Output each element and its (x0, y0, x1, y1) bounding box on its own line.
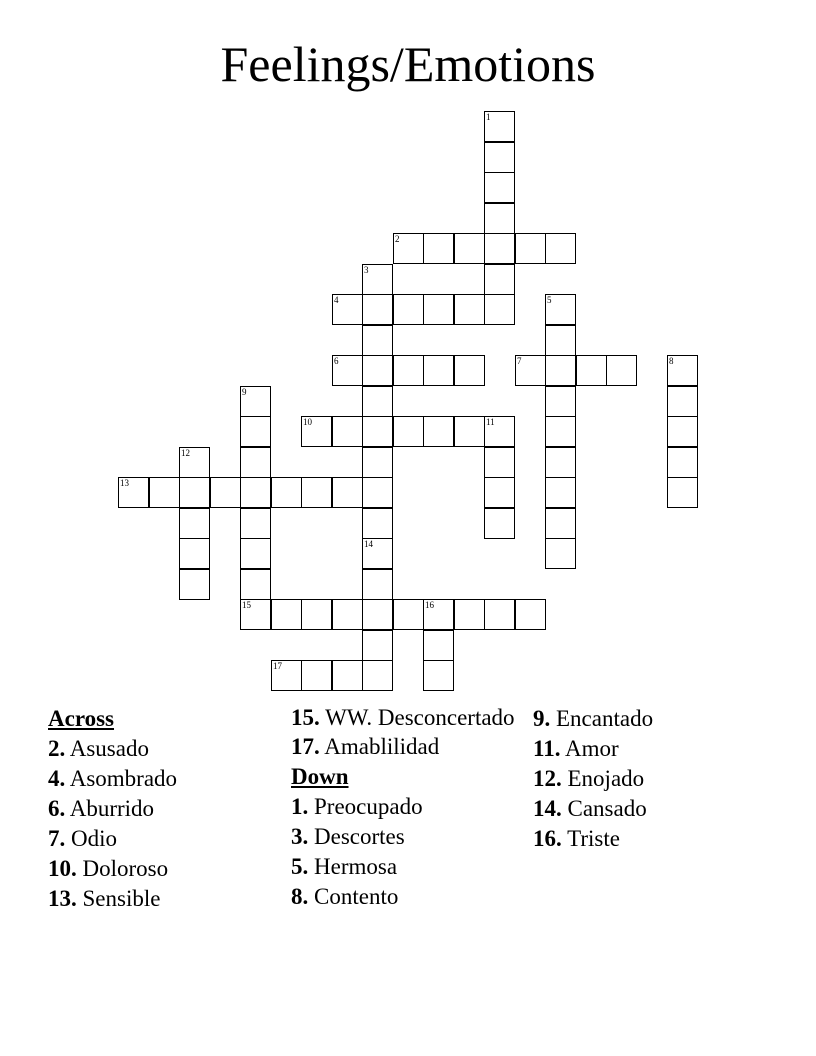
grid-cell[interactable] (484, 142, 515, 173)
grid-cell[interactable] (210, 477, 241, 508)
cell-number: 17 (273, 661, 282, 671)
grid-cell[interactable] (301, 416, 332, 447)
grid-cell[interactable] (362, 264, 393, 295)
cell-number: 1 (486, 112, 491, 122)
grid-cell[interactable] (149, 477, 180, 508)
grid-cell[interactable] (484, 416, 515, 447)
cell-number: 5 (547, 295, 552, 305)
grid-cell[interactable] (667, 447, 698, 478)
grid-cell[interactable] (454, 355, 485, 386)
grid-cell[interactable] (179, 508, 210, 539)
grid-cell[interactable] (484, 508, 515, 539)
clue-across-13: 13. Sensible (48, 886, 161, 911)
grid-cell[interactable] (423, 660, 454, 691)
grid-cell[interactable] (667, 386, 698, 417)
grid-cell[interactable] (454, 416, 485, 447)
grid-cell[interactable] (484, 294, 515, 325)
grid-cell[interactable] (362, 569, 393, 600)
grid-cell[interactable] (332, 477, 363, 508)
grid-cell[interactable] (240, 416, 271, 447)
grid-cell[interactable] (515, 355, 546, 386)
grid-cell[interactable] (332, 660, 363, 691)
grid-cell[interactable] (484, 264, 515, 295)
cell-number: 10 (303, 417, 312, 427)
grid-cell[interactable] (362, 386, 393, 417)
grid-cell[interactable] (484, 477, 515, 508)
cell-number: 12 (181, 448, 190, 458)
grid-cell[interactable] (179, 447, 210, 478)
grid-cell[interactable] (667, 477, 698, 508)
grid-cell[interactable] (362, 630, 393, 661)
grid-cell[interactable] (515, 233, 546, 264)
grid-cell[interactable] (271, 477, 302, 508)
grid-cell[interactable] (179, 538, 210, 569)
grid-cell[interactable] (545, 355, 576, 386)
grid-cell[interactable] (332, 416, 363, 447)
grid-cell[interactable] (332, 294, 363, 325)
grid-cell[interactable] (332, 599, 363, 630)
grid-cell[interactable] (545, 233, 576, 264)
clue-across-7: 7. Odio (48, 826, 117, 851)
grid-cell[interactable] (545, 538, 576, 569)
grid-cell[interactable] (484, 233, 515, 264)
grid-cell[interactable] (576, 355, 607, 386)
grid-cell[interactable] (545, 477, 576, 508)
grid-cell[interactable] (393, 294, 424, 325)
grid-cell[interactable] (545, 447, 576, 478)
grid-cell[interactable] (301, 477, 332, 508)
clue-down-11: 11. Amor (533, 736, 619, 761)
grid-cell[interactable] (393, 599, 424, 630)
grid-cell[interactable] (454, 294, 485, 325)
clues-column-2 (291, 704, 521, 912)
grid-cell[interactable] (362, 325, 393, 356)
cell-number: 15 (242, 600, 251, 610)
clue-across-17: 17. Amablilidad (291, 734, 440, 759)
grid-cell[interactable] (423, 233, 454, 264)
cell-number: 4 (334, 295, 339, 305)
clue-down-12: 12. Enojado (533, 766, 645, 791)
down-heading: Down (291, 764, 349, 789)
cell-number: 7 (517, 356, 522, 366)
cell-number: 11 (486, 417, 495, 427)
grid-cell[interactable] (667, 355, 698, 386)
clues-column-3 (533, 704, 763, 854)
grid-cell[interactable] (454, 233, 485, 264)
grid-cell[interactable] (362, 599, 393, 630)
grid-cell[interactable] (545, 325, 576, 356)
grid-cell[interactable] (423, 294, 454, 325)
grid-cell[interactable] (393, 355, 424, 386)
grid-cell[interactable] (484, 447, 515, 478)
clue-across-4: 4. Asombrado (48, 766, 178, 791)
grid-cell[interactable] (301, 660, 332, 691)
cell-number: 3 (364, 265, 369, 275)
grid-cell[interactable] (362, 355, 393, 386)
grid-cell[interactable] (484, 172, 515, 203)
grid-cell[interactable] (362, 447, 393, 478)
grid-cell[interactable] (271, 660, 302, 691)
grid-cell[interactable] (362, 508, 393, 539)
clue-down-16: 16. Triste (533, 826, 620, 851)
clue-down-3: 3. Descortes (291, 824, 405, 849)
grid-cell[interactable] (240, 569, 271, 600)
grid-cell[interactable] (393, 416, 424, 447)
grid-cell[interactable] (484, 599, 515, 630)
grid-cell[interactable] (301, 599, 332, 630)
cell-number: 6 (334, 356, 339, 366)
cell-number: 8 (669, 356, 674, 366)
grid-cell[interactable] (240, 447, 271, 478)
grid-cell[interactable] (393, 233, 424, 264)
clue-down-1: 1. Preocupado (291, 794, 423, 819)
grid-cell[interactable] (362, 660, 393, 691)
clues-column-1 (48, 704, 278, 914)
grid-cell[interactable] (362, 294, 393, 325)
grid-cell[interactable] (545, 294, 576, 325)
across-heading: Across (48, 706, 115, 731)
grid-cell[interactable] (240, 477, 271, 508)
grid-cell[interactable] (271, 599, 302, 630)
clue-across-6: 6. Aburrido (48, 796, 155, 821)
grid-cell[interactable] (179, 477, 210, 508)
grid-cell[interactable] (240, 386, 271, 417)
grid-cell[interactable] (240, 599, 271, 630)
clue-down-8: 8. Contento (291, 884, 399, 909)
clue-across-2: 2. Asusado (48, 736, 149, 761)
grid-cell[interactable] (545, 386, 576, 417)
grid-cell[interactable] (240, 538, 271, 569)
grid-cell[interactable] (423, 355, 454, 386)
grid-cell[interactable] (545, 508, 576, 539)
cell-number: 14 (364, 539, 373, 549)
grid-cell[interactable] (332, 355, 363, 386)
grid-cell[interactable] (545, 416, 576, 447)
grid-cell[interactable] (423, 416, 454, 447)
cell-number: 13 (120, 478, 129, 488)
grid-cell[interactable] (423, 599, 454, 630)
grid-cell[interactable] (606, 355, 637, 386)
grid-cell[interactable] (454, 599, 485, 630)
grid-cell[interactable] (362, 477, 393, 508)
grid-cell[interactable] (179, 569, 210, 600)
page-title: Feelings/Emotions (220, 36, 596, 92)
cell-number: 16 (425, 600, 434, 610)
grid-cell[interactable] (240, 508, 271, 539)
cell-number: 9 (242, 387, 247, 397)
clue-down-9: 9. Encantado (533, 706, 654, 731)
grid-cell[interactable] (362, 538, 393, 569)
grid-cell[interactable] (484, 203, 515, 234)
grid-cell[interactable] (667, 416, 698, 447)
clue-across-10: 10. Doloroso (48, 856, 169, 881)
grid-cell[interactable] (515, 599, 546, 630)
clue-across-15: 15. WW. Desconcertado (291, 705, 515, 730)
grid-cell[interactable] (118, 477, 149, 508)
grid-cell[interactable] (484, 111, 515, 142)
grid-cell[interactable] (362, 416, 393, 447)
clue-down-5: 5. Hermosa (291, 854, 398, 879)
clue-down-14: 14. Cansado (533, 796, 647, 821)
cell-number: 2 (395, 234, 400, 244)
grid-cell[interactable] (423, 630, 454, 661)
